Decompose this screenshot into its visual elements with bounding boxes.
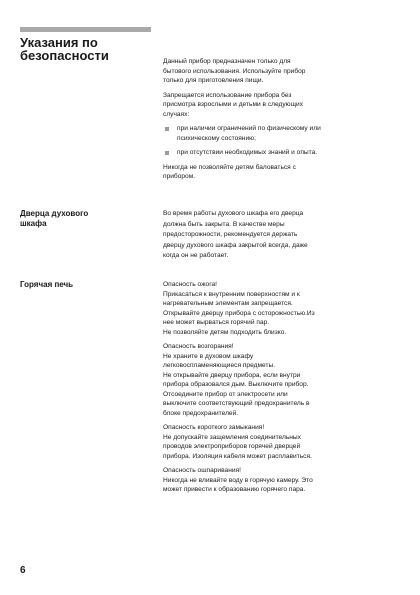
list-item <box>163 124 399 143</box>
bullet-square-icon <box>165 151 169 155</box>
section-label-door <box>20 209 155 228</box>
text-line: психическому состоянию; <box>177 134 256 142</box>
text-line: Во время работы духового шкафа его дверца <box>163 210 304 217</box>
text-line: Отсоедините прибор от электросети или <box>163 390 288 398</box>
text-line: Горячая печь <box>20 280 74 289</box>
intro-paragraph <box>163 91 399 120</box>
title-line: безопасности <box>20 48 109 63</box>
text-line: нагревательным элементам запрещается. <box>163 300 293 307</box>
intro-paragraph <box>163 57 399 86</box>
text-line: Не допускайте защемления соединительных <box>163 433 301 441</box>
warning-block <box>163 466 399 495</box>
text-line: Запрещается использование прибора без <box>163 91 292 99</box>
text-line: бытового использования. Используйте прибор <box>163 67 306 75</box>
text-line: проводов электроприборов горячей дверцей <box>163 443 301 450</box>
text-line: должна быть закрыта. В качестве меры <box>163 220 285 228</box>
list-item <box>163 148 399 158</box>
text-line: Не храните в духовом шкафу <box>163 352 254 360</box>
title-line: Указания по <box>20 35 98 50</box>
text-line: Не позволяйте детям подходить близко. <box>163 328 287 336</box>
warning-heading: Опасность короткого замыкания! <box>163 424 265 431</box>
text-line: Не открывайте дверцу прибора, если внутри <box>163 371 301 379</box>
text-line: дверцу духового шкафа закрытой всегда, даже <box>163 241 308 249</box>
text-line: присмотра взрослыми и детьми в следующих <box>163 101 303 108</box>
text-line: Никогда не вливайте воду в горячую камеру. Это <box>163 476 313 484</box>
warning-block <box>163 342 399 418</box>
warning-block <box>163 280 399 337</box>
text-line: прибора образовался дым. Выключите прибор. <box>163 381 309 388</box>
text-line: при наличии ограничений по физическому или <box>177 125 321 132</box>
text-line: предосторожности, рекомендуется держать <box>163 231 298 238</box>
text-line: прибора. Изоляция кабеля может расплавиться. <box>163 452 312 460</box>
intro-section <box>163 57 399 187</box>
text-line: шкафа <box>20 218 47 228</box>
text-line: Данный прибор предназначен только для <box>163 58 291 65</box>
text-line: Никогда не позволяйте детям баловаться с <box>163 163 296 171</box>
page-title <box>20 36 160 62</box>
header-rule <box>20 27 151 32</box>
text-line: только для приготовления пищи. <box>163 77 264 84</box>
page-number: 6 <box>20 565 26 576</box>
text-line: при отсутствии необходимых знаний и опыта. <box>177 149 318 156</box>
warning-heading: Опасность ошпаривания! <box>163 467 241 474</box>
text-line: прибором. <box>163 173 196 180</box>
text-line: блоке предохранителей. <box>163 409 239 417</box>
door-section <box>163 209 399 262</box>
text-line: легковоспламеняющиеся предметы. <box>163 362 276 369</box>
warning-heading: Опасность возгорания! <box>163 343 234 350</box>
text-line: Открывайте дверцу прибора с осторожностью.Из <box>163 309 315 317</box>
text-line: нее может вырваться горячий пар. <box>163 319 270 326</box>
text-line: Прикасаться к внутренним поверхностям и к <box>163 290 300 298</box>
text-line: выключите соответствующий предохранитель в <box>163 400 310 407</box>
bullet-square-icon <box>165 127 169 131</box>
list-item-text <box>177 124 399 143</box>
text-line: Дверца духового <box>20 209 89 218</box>
text-line: может привести к образованию горячего пара. <box>163 486 306 493</box>
text-line: когда он не работает. <box>163 252 229 259</box>
list-item-text <box>177 148 399 158</box>
intro-paragraph <box>163 163 399 182</box>
warning-heading: Опасность ожога! <box>163 281 217 288</box>
warning-block <box>163 423 399 461</box>
section-label-hot-oven <box>20 280 155 290</box>
text-line: случаях: <box>163 110 190 118</box>
hot-oven-section <box>163 280 399 500</box>
